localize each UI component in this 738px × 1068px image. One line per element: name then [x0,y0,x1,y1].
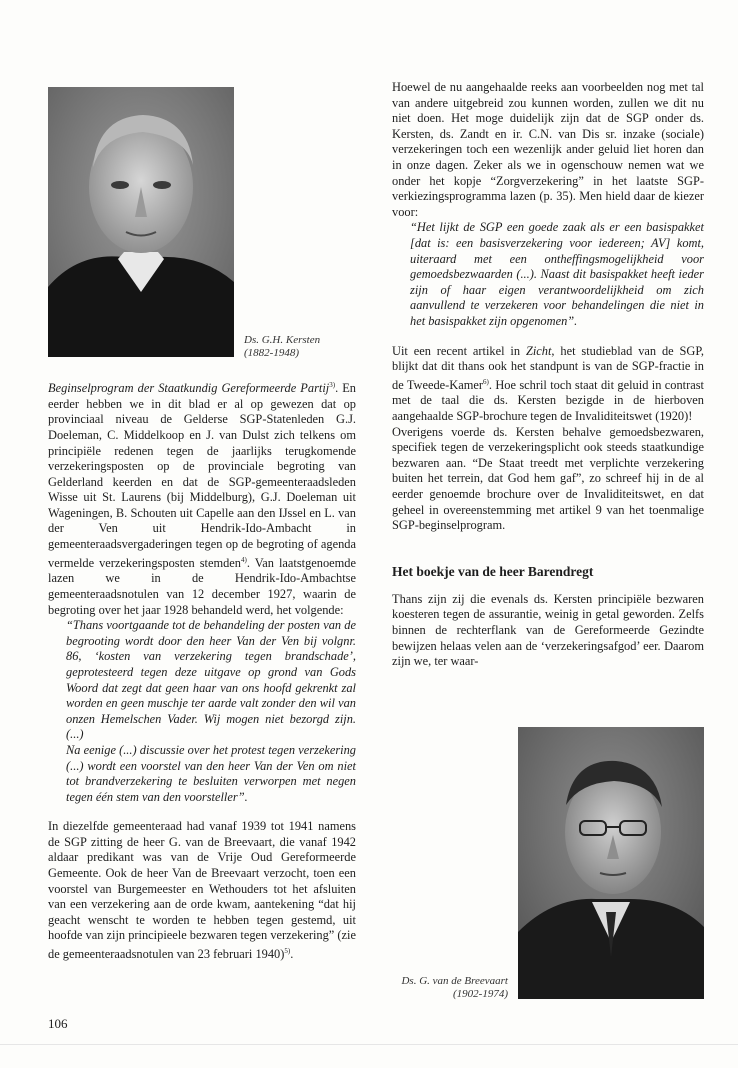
page-number: 106 [48,1016,68,1031]
left-paragraph-2-text: In diezelfde gemeenteraad had vanaf 1939 tot 1941 namens de SGP zitting de heer G. van de Breevaart, die vanaf 1942 aldaar predikant was van de Vrije Oud Gereformeerde Gemeente. Ook de heer Van de Breevaart verzocht, toen een voorstel van Burgemeester en Wethouders tot het afsluiten van een verzekering aan de orde kwam, aantekening “dat hij geacht wenscht te worden te hebben tegen gestemd, uit hoofde van zijn principieele bezwaren tegen verzekering” (zie de gemeenteraadsnotulen van 23 februari 1940) [48,819,356,962]
left-column [48,378,356,963]
caption-breevaart-years: (1902-1974) [453,988,508,1000]
quote-van-der-ven-2: Na eenige (...) discussie over het protest tegen verzekering (...) wordt een voorstel van den heer Van der Ven om niet tot brandverzekering te besluiten verworpen met negen tegen één stem van den voorsteller”. [66,742,356,804]
right-paragraph-2-c: . Hoe schril toch staat dit geluid in contrast met de taal die ds. Kersten bezigde in de hierboven aangehaalde SGP-brochure tegen de Invaliditeitswet (1920)! [392,377,704,423]
left-paragraph-1 [48,378,356,618]
footnote-ref-4: 4) [241,555,247,564]
caption-kersten-years: (1882-1948) [244,347,299,359]
right-column [392,80,704,670]
right-paragraph-4: Thans zijn zij die evenals ds. Kersten principiële bezwaren koesteren tegen de assurantie, weinig in getal geworden. Zelfs binnen de rechterflank van de Gereformeerde Gezindte bewijzen helaas velen aan de ‘verzekeringsafgod’ eer. Daarom zijn we, ter waar- [392,591,704,669]
beginselprogram-title: Beginselprogram der Staatkundig Gereformeerde Partij [48,381,330,396]
right-paragraph-1: Hoewel de nu aangehaalde reeks aan voorbeelden nog met tal van andere uitgebreid zou kunnen worden, zullen we dit nu niet doen. Het moge duidelijk zijn dat de SGP onder ds. Kersten, ds. Zandt en ir. C.N. van Dis sr. inzake (sociale) verzekeringen toch een wezenlijk ander geluid liet horen dan in onze dagen. Zeker als we in ogenschouw nemen wat we onder het kopje “Zorgverzekering” in het laatste SGP-verkiezingsprogramma lazen (p. 35). Men hield daar de kiezer voor: [392,80,704,219]
footnote-ref-6: 6) [483,377,489,386]
right-paragraph-2 [392,344,704,425]
caption-kersten-name: Ds. G.H. Kersten [244,334,321,346]
zicht-title: Zicht [525,343,552,358]
footnote-ref-3: 3) [329,381,336,389]
section-heading: Het boekje van de heer Barendregt [392,563,594,579]
right-paragraph-3: Overigens voerde ds. Kersten behalve gemoedsbezwaren, specifiek tegen de verzekeringsplicht ook steeds staatkundige bezwaren aan. “De Staat treedt met verplichte verzekering buiten het terrein, dat God hem gaf”, zo schreef hij in de al eerder genoemde brochure over de Invaliditeitswet, en dat geheel in overeenstemming met artikel 9 van het toenmalige SGP-beginselprogram. [392,424,704,533]
quote-sgp-program: “Het lijkt de SGP een goede zaak als er een basispakket [dat is: een basisverzekering voor iedereen; AV] komt, uiteraard met een ontheffingsmogelijkheid voor gemoedsbezwaarden (...). Naast dit basispakket heeft ieder zijn of haar eigen verantwoordelijkheid om zich aanvullend te verzekeren voor behandelingen die niet in het basispakket zijn opgenomen”. [410,220,704,328]
caption-breevaart-name: Ds. G. van de Breevaart [401,975,508,987]
left-paragraph-2-end: . [290,947,294,962]
right-paragraph-2-b: , het studieblad van de SGP, blijkt dat dit thans ook het standpunt is van de SGP-fractie in de Tweede-Kamer [392,343,704,392]
caption-breevaart [392,975,508,1001]
left-paragraph-1-text-cont: . Van laatstgenoemde lazen we in de Hendrik-Ido-Ambachtse gemeenteraadsnotulen van 12 december 1927, waarin de begroting over het jaar 1928 behandeld werd, het volgende: [48,555,357,617]
left-paragraph-1-text: . En eerder hebben we in dit blad er al op gewezen dat op provinciaal niveau de Gelderse SGP-Statenleden G.J. Doeleman, C. Middelkoop en J. van Dulst zich telkens om principiële redenen tegen de jaarlijks terugkomende verzekeringsposten op de provinciale begroting van Gelderland keerden en dat de SGP-gemeenteraadsleden Wisse uit St. Laurens (bij Middelburg), G.J. Doeleman uit Wageningen, B. Schouten uit Capelle aan den IJssel en L. van der Ven uit Hendrik-Ido-Ambacht in gemeenteraadsvergaderingen tegen op de begroting of agenda vermelde verzekeringsposten stemden [48,381,356,570]
footnote-ref-5: 5) [284,947,291,956]
caption-kersten [244,334,320,360]
left-paragraph-2 [48,819,356,962]
portrait-kersten-image [48,87,234,357]
quote-van-der-ven-1: “Thans voortgaande tot de behandeling der posten van de begrooting wordt door den heer Van der Ven bij volgnr. 86, ‘kosten van verzekering tegen brandschade’, geprotesteerd tegen deze uitgave op grond van Gods Woord dat zegt dat geen haar van ons hoofd gekrenkt zal worden en geen muschje ter aarde valt zonder den wil van onzen Hemelschen Vader. Wij mogen niet bezorgd zijn. (...) [66,618,356,742]
right-paragraph-2-a: Uit een recent artikel in [392,343,526,358]
portrait-breevaart-photo [518,727,704,999]
portrait-kersten-photo [48,87,234,357]
portrait-breevaart-image [518,727,704,999]
bottom-divider [0,1044,738,1045]
